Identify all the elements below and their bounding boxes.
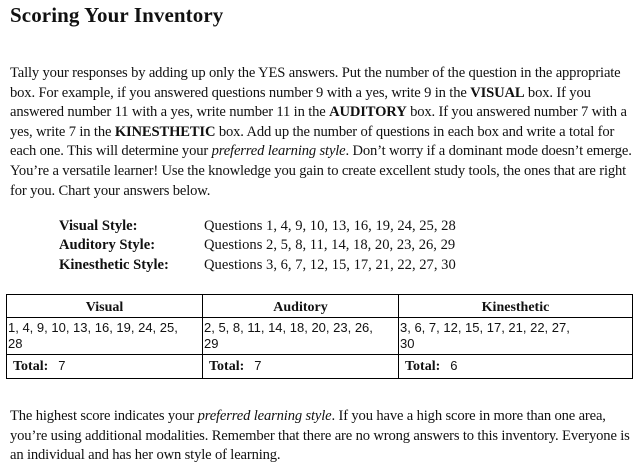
answer-line-1: 1, 4, 9, 10, 13, 16, 19, 24, 25, bbox=[8, 320, 178, 335]
visual-keyword: VISUAL bbox=[470, 84, 525, 101]
conclusion-text-1: The highest score indicates your bbox=[10, 408, 198, 424]
kinesthetic-total-cell[interactable] bbox=[399, 355, 633, 379]
style-row-kinesthetic bbox=[59, 256, 456, 275]
instructions-text-5: . Don’t worry if a dominant mode doesn’t emerge. You’re a versatile learner! Use the knowledge you gain to create excellent study tools, the ones that are right for you. Chart your answers below. bbox=[10, 143, 632, 199]
page-title: Scoring Your Inventory bbox=[10, 3, 224, 27]
total-label: Total: bbox=[405, 359, 441, 374]
header-auditory: Auditory bbox=[203, 295, 399, 318]
conclusion-paragraph bbox=[10, 407, 634, 466]
preferred-learning-style-term: preferred learning style bbox=[211, 143, 346, 160]
kinesthetic-answer-box[interactable] bbox=[399, 318, 633, 355]
visual-total-cell[interactable] bbox=[7, 355, 203, 379]
visual-answer-box[interactable] bbox=[7, 318, 203, 355]
style-name: Kinesthetic Style: bbox=[59, 256, 169, 273]
header-visual: Visual bbox=[7, 295, 203, 318]
answer-line-1: 2, 5, 8, 11, 14, 18, 20, 23, 26, bbox=[204, 320, 373, 335]
instructions-text-2: box. If you answered number 11 with a yes, write number 11 in the bbox=[10, 84, 591, 121]
instructions-text-3: box. If you answered number 7 with a yes, write 7 in the bbox=[10, 104, 627, 140]
kinesthetic-total-value: 6 bbox=[450, 358, 458, 373]
kinesthetic-keyword: KINESTHETIC bbox=[114, 123, 216, 140]
tally-header-row bbox=[7, 295, 633, 318]
style-questions: Questions 1, 4, 9, 10, 13, 16, 19, 24, 25, 28 bbox=[204, 218, 456, 234]
auditory-total-value: 7 bbox=[254, 358, 262, 373]
answer-line-2: 29 bbox=[204, 335, 219, 351]
answer-line-2: 28 bbox=[8, 335, 23, 351]
style-question-list bbox=[59, 217, 456, 275]
total-label: Total: bbox=[209, 359, 245, 374]
answer-line-1: 3, 6, 7, 12, 15, 17, 21, 22, 27, bbox=[400, 320, 570, 335]
auditory-keyword: AUDITORY bbox=[329, 104, 407, 121]
auditory-answer-box[interactable] bbox=[203, 318, 399, 355]
style-questions: Questions 3, 6, 7, 12, 15, 17, 21, 22, 27, 30 bbox=[204, 256, 456, 273]
instructions-text-1: Tally your responses by adding up only the YES answers. Put the number of the question in the appropriate box. For example, if you answered questions number 9 with a yes, write 9 in the bbox=[10, 65, 621, 101]
tally-answer-row bbox=[7, 318, 633, 355]
total-label: Total: bbox=[13, 359, 49, 374]
instructions-text-4: box. Add up the number of questions in each box and write a total for each one. This will determine your bbox=[10, 123, 615, 160]
preferred-learning-style-term: preferred learning style bbox=[197, 408, 332, 424]
header-kinesthetic: Kinesthetic bbox=[399, 295, 633, 318]
auditory-total-cell[interactable] bbox=[203, 355, 399, 379]
instructions-paragraph bbox=[10, 64, 634, 201]
style-row-auditory bbox=[59, 236, 456, 255]
style-questions: Questions 2, 5, 8, 11, 14, 18, 20, 23, 26, 29 bbox=[204, 237, 456, 254]
style-name: Visual Style: bbox=[59, 218, 138, 234]
tally-table bbox=[6, 294, 633, 379]
conclusion-text-2: . If you have a high score in more than one area, you’re using additional modalities. Remember that there are no wrong answers to this inventory. Everyone is an individual and has her own style of learning. bbox=[10, 408, 630, 464]
answer-line-2: 30 bbox=[400, 335, 415, 351]
tally-total-row bbox=[7, 355, 633, 379]
style-row-visual bbox=[59, 217, 456, 236]
style-name: Auditory Style: bbox=[59, 237, 156, 254]
visual-total-value: 7 bbox=[58, 358, 66, 373]
